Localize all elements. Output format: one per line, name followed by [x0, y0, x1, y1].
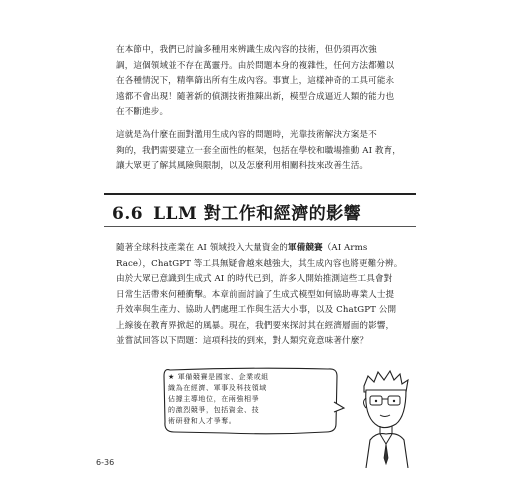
bubble-line: 的激烈競爭，包括資金、技 — [168, 406, 260, 414]
text-line: 在本節中，我們已討論多種用來辨識生成內容的技術，但仍須再次強 — [116, 45, 377, 55]
text-line: 升效率與生產力、協助人們處理工作與生活大小事，以及 ChatGPT 公開 — [116, 305, 397, 315]
text-fragment: 隨著全球科技產業在 AI 領域投入大量資金的 — [116, 243, 288, 253]
section-number: 6.6 — [112, 204, 144, 224]
page-number: 6-36 — [96, 458, 115, 467]
bubble-line: 佔據主導地位，在兩強相爭 — [168, 395, 260, 403]
paragraph-detection-limits — [116, 43, 406, 121]
text-line: 調，這個領域並不存在萬靈丹。由於問題本身的複雜性，任何方法都難以 — [116, 60, 395, 71]
text-line: 這就是為什麼在面對濫用生成內容的問題時，光靠技術解決方案是不 — [116, 130, 377, 140]
paragraph-comprehensive-framework — [116, 128, 406, 175]
bold-term: 軍備競賽 — [287, 243, 323, 253]
text-line: 在不斷進步。 — [116, 107, 169, 117]
text-line: 由於大眾已意識到生成式 AI 的時代已到，許多人開始推測這些工具會對 — [116, 274, 393, 284]
bubble-line: 織為在經濟、軍事及科技領域 — [168, 384, 267, 392]
text-line: Race），ChatGPT 等工具無疑會越來越強大，其生成內容也將更難分辨。 — [116, 258, 403, 269]
section-heading — [112, 199, 361, 224]
text-line — [116, 241, 406, 257]
speech-bubble-text — [168, 372, 338, 427]
text-fragment: （AI Arms — [322, 243, 368, 253]
bubble-line: ★ 軍備競賽是國家、企業或組 — [168, 373, 269, 381]
text-line: 日常生活帶來何種衝擊。本章前面討論了生成式模型如何協助專業人士提 — [116, 289, 395, 300]
text-line: 在各種情況下，精準篩出所有生成內容。事實上，這樣神奇的工具可能永 — [116, 76, 395, 86]
text-line: 夠的，我們需要建立一套全面性的框架，包括在學校和職場推動 AI 教育， — [116, 145, 401, 156]
text-line: 並嘗試回答以下問題：這項科技的到來，對人類究竟意味著什麼？ — [116, 336, 369, 346]
text-line: 上線後在教育界掀起的風暴。現在，我們要來探討其在經濟層面的影響， — [116, 320, 395, 331]
cartoon-person-icon — [352, 368, 424, 468]
bubble-line: 術研發和人才爭奪。 — [168, 417, 237, 425]
paragraph-arms-race — [116, 241, 406, 350]
text-line: 遠都不會出現！隨著新的偵測技術推陳出新，模型合成逼近人類的能力也 — [116, 91, 395, 102]
section-title: LLM 對工作和經濟的影響 — [153, 204, 362, 224]
text-line: 讓大眾更了解其風險與限制，以及怎麼利用相關科技來改善生活。 — [116, 161, 369, 171]
